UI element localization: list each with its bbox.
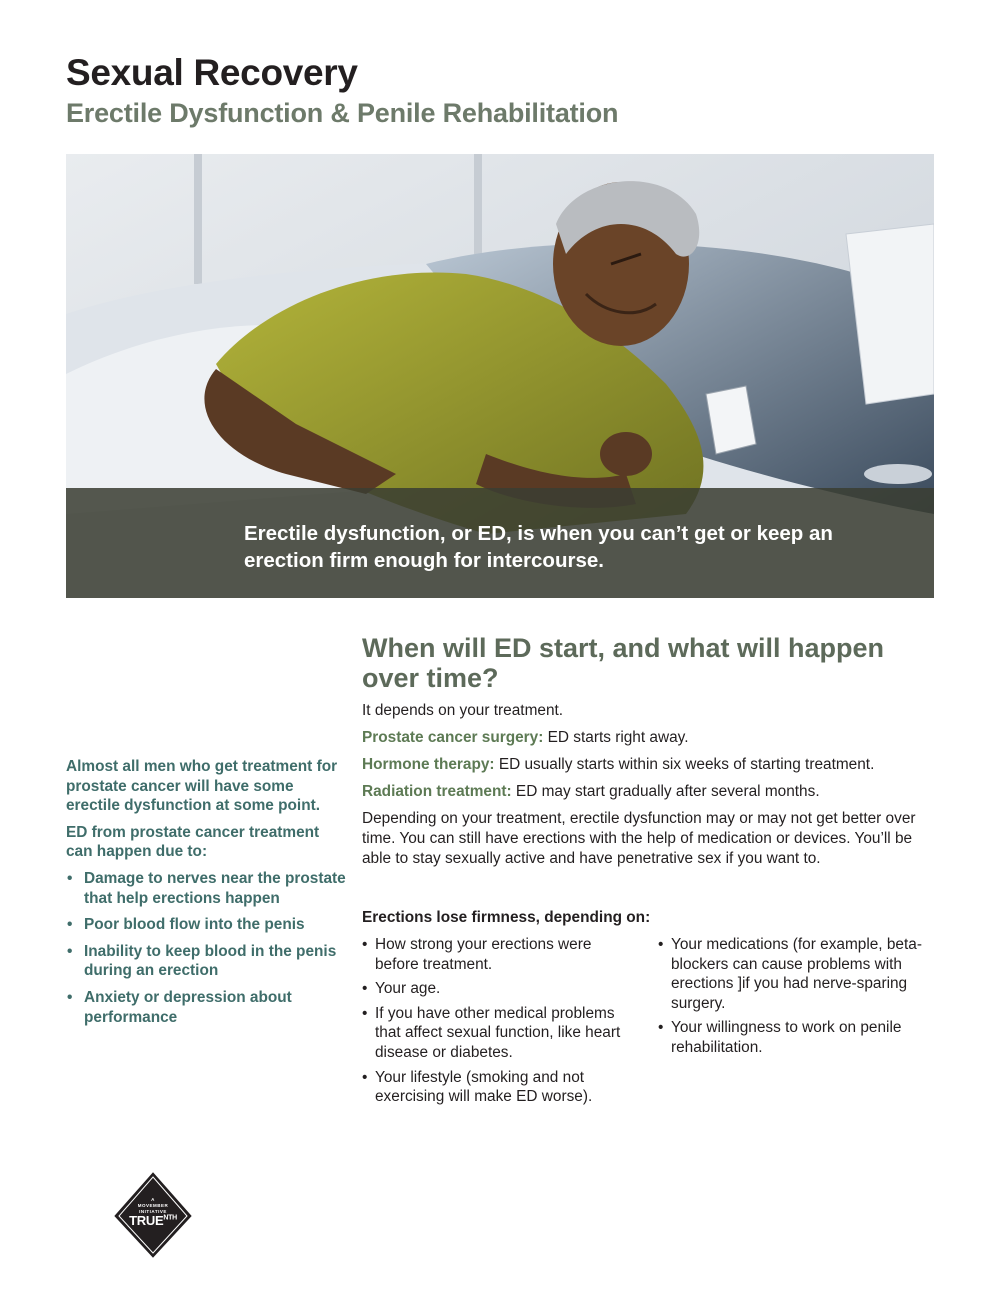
logo-brand-sup: NTH [163,1214,177,1222]
hero-caption [244,520,884,574]
sidebar-intro: Almost all men who get treatment for prostate cancer will have some erectile dysfunction at some point. [66,758,338,815]
list-item: • Your willingness to work on penile rehabilitation. [658,1018,924,1057]
list-item: • If you have other medical problems that affect sexual function, like heart disease or diabetes. [362,1004,628,1063]
list-item: • Inability to keep blood in the penis during an erection [66,942,348,981]
sidebar-callout [66,757,348,1034]
treatment-hormone [362,755,932,775]
list-item: • Your medications (for example, beta-blockers can cause problems with erections ]if you had nerve-sparing surgery. [658,935,924,1013]
summary-paragraph: Depending on your treatment, erectile dysfunction may or may not get better over time. You can still have erections with the help of medication or devices. You’ll be able to stay sexually active and have penetrative sex if you want to. [362,810,916,867]
list-item: • How strong your erections were before treatment. [362,935,628,974]
factors-column-left [362,935,628,1112]
list-item: • Damage to nerves near the prostate that help erections happen [66,869,348,908]
logo-line1: A [151,1197,155,1202]
causes-list [66,869,348,1027]
logo-brand-text: TRUE [129,1213,164,1228]
sidebar-causes-intro: ED from prostate cancer treatment can happen due to: [66,823,320,861]
main-content [362,634,932,1112]
treatment-label: Prostate cancer surgery: [362,729,544,746]
factors-heading: Erections lose firmness, depending on: [362,909,651,926]
list-item: • Poor blood flow into the penis [66,915,348,935]
hero-illustration [66,154,934,598]
treatment-surgery [362,728,932,748]
list-item: • Anxiety or depression about performance [66,988,348,1027]
truenth-logo [113,1170,193,1260]
hero-caption-line1: Erectile dysfunction, or ED, is when you can’t get or keep an [244,522,833,545]
section-intro: It depends on your treatment. [362,702,564,719]
factors-column-right [658,935,924,1112]
list-item: • Your lifestyle (smoking and not exercising will make ED worse). [362,1068,628,1107]
page-title: Sexual Recovery [66,52,358,93]
treatment-radiation [362,782,932,802]
logo-line3: INITIATIVE [139,1209,167,1214]
caption-band [66,488,934,598]
treatment-text: ED starts right away. [543,729,689,746]
list-item: • Your age. [362,979,628,999]
logo-brand [113,1213,193,1228]
treatment-label: Radiation treatment: [362,783,512,800]
factors-columns [362,935,932,1112]
hero-caption-line2: erection firm enough for intercourse. [244,549,604,572]
section-heading: When will ED start, and what will happen over time? [362,633,885,693]
treatment-text: ED may start gradually after several months. [511,783,820,800]
logo-line2: MOVEMBER [137,1203,169,1208]
page-subtitle: Erectile Dysfunction & Penile Rehabilitation [66,98,619,128]
treatment-text: ED usually starts within six weeks of starting treatment. [494,756,875,773]
treatment-label: Hormone therapy: [362,756,495,773]
